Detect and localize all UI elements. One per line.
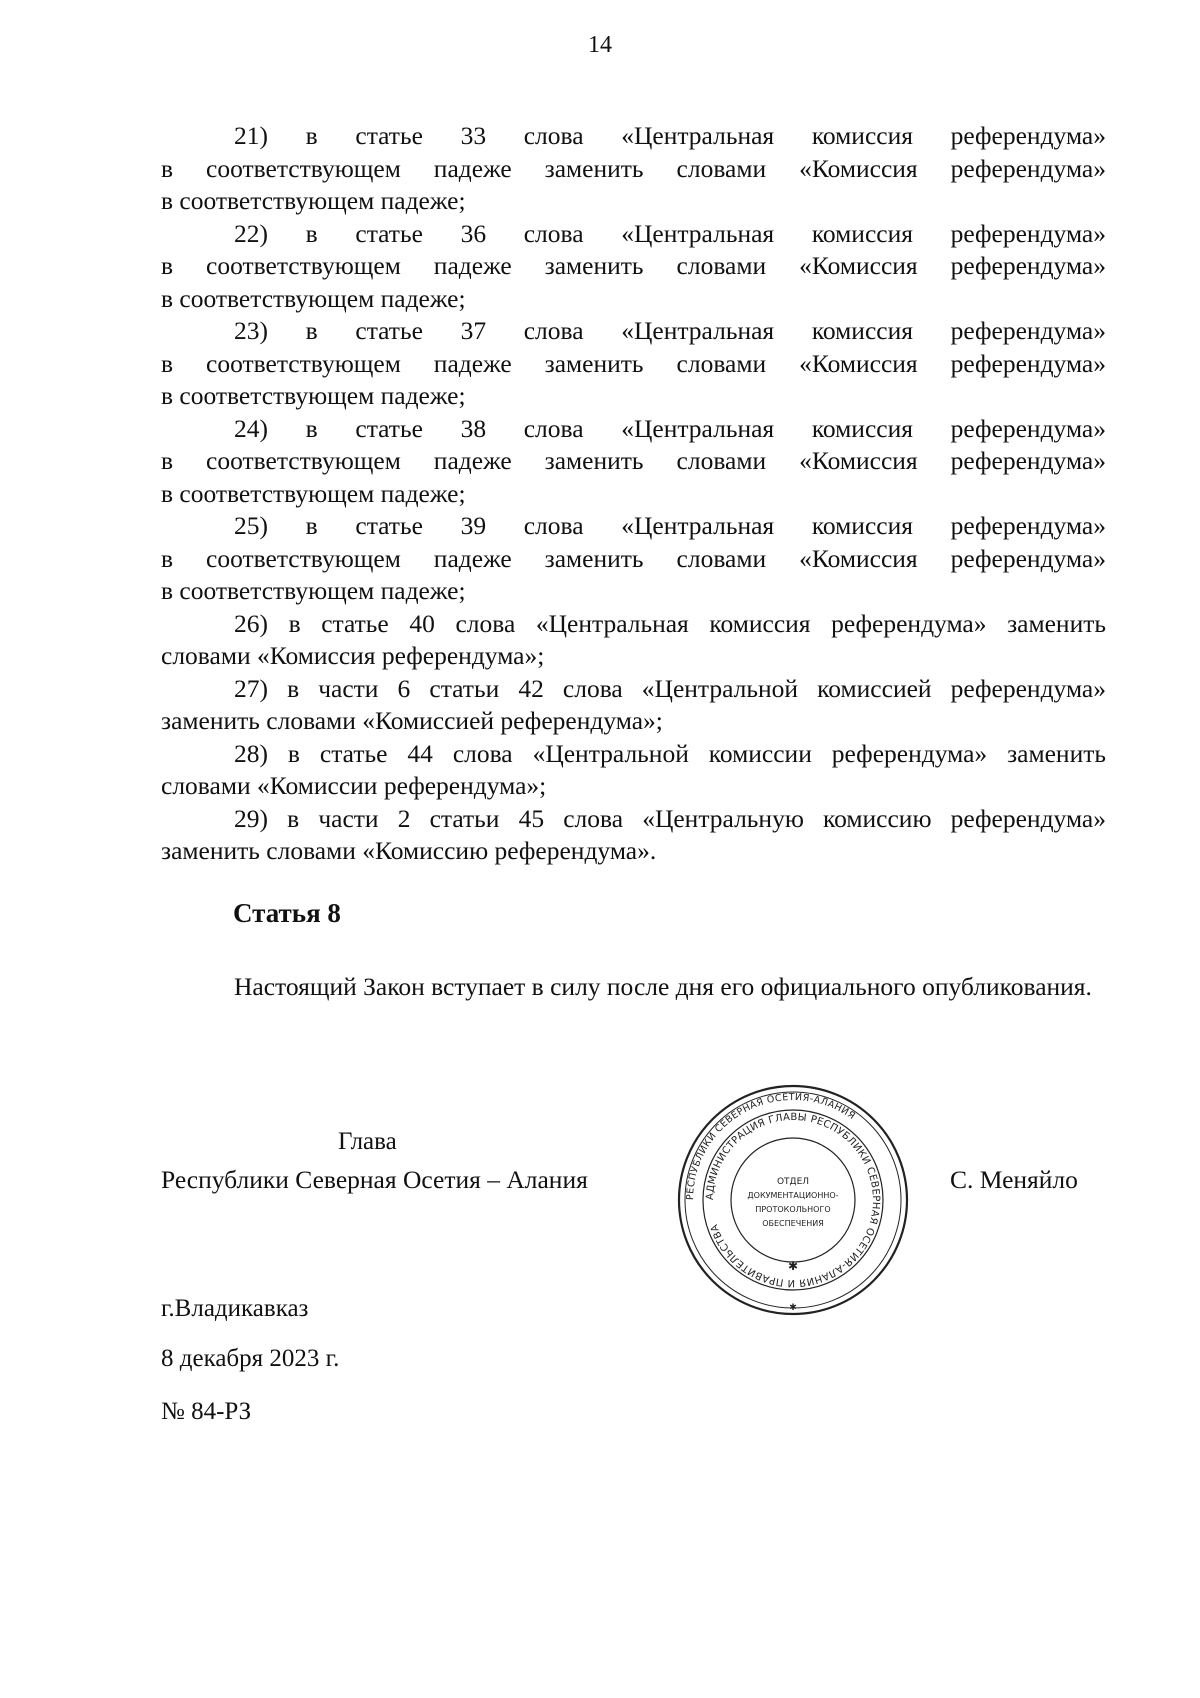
item-line: 28) в статье 44 слова «Центральной комиссии референдума» заменить: [234, 738, 1106, 768]
seal-star-icon: ✱: [787, 1259, 799, 1273]
item-line: 21) в статье 33 слова «Центральная комиссия референдума»: [234, 121, 1106, 150]
item-line: заменить словами «Комиссию референдума».: [161, 836, 657, 865]
item-line: 22) в статье 36 слова «Центральная комиссия референдума»: [234, 218, 1106, 248]
amendment-list: [161, 120, 1106, 868]
seal-center-line: ДОКУМЕНТАЦИОННО-: [747, 1191, 839, 1200]
seal-center-line: ПРОТОКОЛЬНОГО: [755, 1205, 831, 1214]
item-line: в соответствующем падеже заменить словами «Комиссия референдума»: [161, 446, 1106, 475]
law-number: № 84-РЗ: [161, 1398, 252, 1425]
seal-star-icon: ✱: [789, 1303, 797, 1313]
item-line: 24) в статье 38 слова «Центральная комиссия референдума»: [234, 413, 1106, 443]
seal-outer-text: РЕСПУБЛИКИ СЕВЕРНАЯ ОСЕТИЯ-АЛАНИЯ: [684, 1091, 858, 1201]
item-line: словами «Комиссия референдума»;: [161, 641, 545, 670]
list-item: [161, 315, 1106, 413]
item-line: в соответствующем падеже заменить словами «Комиссия референдума»: [161, 251, 1106, 280]
article-heading: Статья 8: [233, 898, 341, 928]
item-line: словами «Комиссии референдума»;: [161, 771, 547, 800]
item-line: в соответствующем падеже заменить словами «Комиссия референдума»: [161, 153, 1106, 183]
list-item: [161, 803, 1106, 868]
list-item: [161, 673, 1106, 738]
list-item: [161, 608, 1106, 673]
seal-ring-text: АДМИНИСТРАЦИЯ ГЛАВЫ РЕСПУБЛИКИ СЕВЕРНАЯ ОСЕТИЯ-АЛАНИЯ И ПРАВИТЕЛЬСТВА: [704, 1111, 882, 1289]
item-line: заменить словами «Комиссией референдума»;: [161, 706, 663, 735]
item-line: 25) в статье 39 слова «Центральная комиссия референдума»: [234, 511, 1106, 540]
item-line: 27) в части 6 статьи 42 слова «Центральной комиссией референдума»: [234, 673, 1106, 703]
item-line: в соответствующем падеже;: [161, 576, 466, 605]
signatory-position: Республики Северная Осетия – Алания: [161, 1165, 588, 1194]
item-line: в соответствующем падеже;: [161, 186, 466, 215]
item-line: 23) в статье 37 слова «Центральная комиссия референдума»: [234, 316, 1106, 345]
list-item: [161, 120, 1106, 218]
item-line: 29) в части 2 статьи 45 слова «Центральную комиссию референдума»: [234, 803, 1106, 833]
place-of-signing: г.Владикавказ: [161, 1295, 309, 1322]
list-item: [161, 218, 1106, 316]
item-line: в соответствующем падеже;: [161, 381, 466, 410]
item-line: в соответствующем падеже;: [161, 283, 466, 313]
list-item: [161, 413, 1106, 511]
list-item: [161, 738, 1106, 803]
seal-center-line: ОБЕСПЕЧЕНИЯ: [762, 1219, 824, 1228]
item-line: в соответствующем падеже;: [161, 478, 466, 508]
item-line: 26) в статье 40 слова «Центральная комиссия референдума» заменить: [234, 608, 1106, 638]
signatory-name: С. Меняйло: [950, 1165, 1078, 1194]
list-item: [161, 510, 1106, 608]
item-line: в соответствующем падеже заменить словами «Комиссия референдума»: [161, 348, 1106, 378]
signatory-title: Глава: [338, 1128, 397, 1155]
seal-center-line: ОТДЕЛ: [776, 1177, 810, 1187]
page-number: 14: [588, 32, 612, 58]
signing-date: 8 декабря 2023 г.: [161, 1345, 340, 1372]
official-seal: [676, 1083, 910, 1317]
article-text: Настоящий Закон вступает в силу после дня его официального опубликования.: [234, 972, 1092, 1001]
item-line: в соответствующем падеже заменить словами «Комиссия референдума»: [161, 543, 1106, 573]
